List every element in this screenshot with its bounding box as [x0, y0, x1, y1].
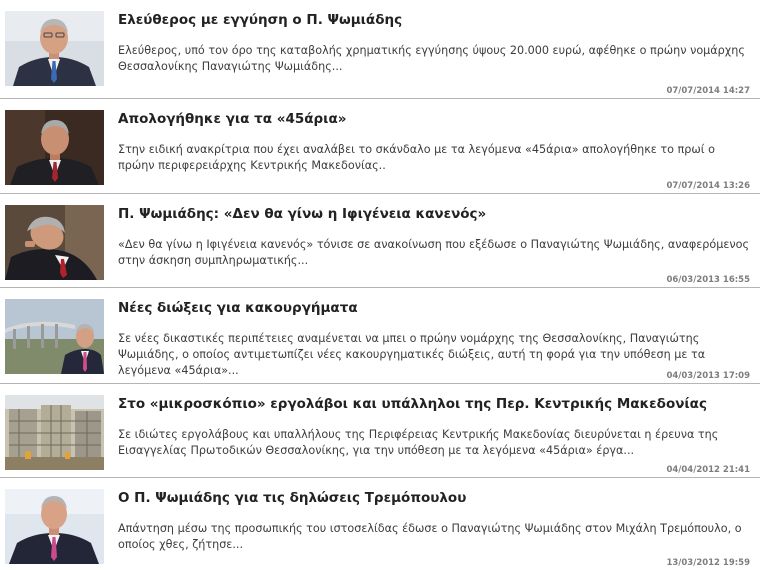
article-summary: Απάντηση μέσω της προσωπικής του ιστοσελίδας έδωσε ο Παναγιώτης Ψωμιάδης στον Μιχάλη Τρεμόπουλο, ο οποίος χθες, ζήτησε... — [118, 522, 742, 551]
article-summary: Σε νέες δικαστικές περιπέτειες αναμένεται να μπει ο πρώην νομάρχης της Θεσσαλονίκης, Παναγιώτης Ψωμιάδης, ο οποίος αντιμετωπίζει νέες κακουργηματικές διώξεις, αυτή τη φορά για την υπόθεση με τα λεγόμενα «45άρια»... — [118, 332, 706, 377]
article-title[interactable]: Απολογήθηκε για τα «45άρια» — [118, 111, 347, 127]
article-date: 07/07/2014 14:27 — [666, 86, 750, 96]
article-summary: Στην ειδική ανακρίτρια που έχει αναλάβει το σκάνδαλο με τα λεγόμενα «45άρια» απολογήθηκε το πρωί ο πρώην περιφερειάρχης Κεντρικής Μακεδονίας.. — [118, 143, 715, 172]
article-date: 04/03/2013 17:09 — [666, 371, 750, 381]
article-date: 07/07/2014 13:26 — [666, 181, 750, 191]
portrait-photo-icon — [5, 489, 104, 564]
article-item — [0, 478, 760, 570]
article-date: 06/03/2013 16:55 — [666, 275, 750, 285]
article-item — [0, 0, 760, 99]
article-item — [0, 288, 760, 384]
article-item — [0, 99, 760, 194]
article-date: 13/03/2012 19:59 — [666, 558, 750, 568]
portrait-photo-icon — [5, 110, 104, 185]
article-title[interactable]: Ο Π. Ψωμιάδης για τις δηλώσεις Τρεμόπουλου — [118, 490, 467, 506]
article-thumbnail[interactable] — [5, 205, 104, 280]
article-thumbnail[interactable] — [5, 489, 104, 564]
construction-photo-icon — [5, 395, 104, 470]
portrait-photo-icon — [5, 205, 104, 280]
article-thumbnail[interactable] — [5, 11, 104, 86]
article-title[interactable]: Ελεύθερος με εγγύηση ο Π. Ψωμιάδης — [118, 12, 403, 28]
article-thumbnail[interactable] — [5, 395, 104, 470]
bridge-photo-icon — [5, 299, 104, 374]
article-thumbnail[interactable] — [5, 110, 104, 185]
article-summary: Σε ιδιώτες εργολάβους και υπαλλήλους της Περιφέρειας Κεντρικής Μακεδονίας διευρύνεται η έρευνα της Εισαγγελίας Πρωτοδικών Θεσσαλονίκης, για την υπόθεση με τα λεγόμενα «45άρια» έργα... — [118, 428, 719, 457]
article-title[interactable]: Στο «μικροσκόπιο» εργολάβοι και υπάλληλοι της Περ. Κεντρικής Μακεδονίας — [118, 396, 707, 412]
article-title[interactable]: Π. Ψωμιάδης: «Δεν θα γίνω η Ιφιγένεια κανενός» — [118, 206, 487, 222]
article-summary: Ελεύθερος, υπό τον όρο της καταβολής χρηματικής εγγύησης ύψους 20.000 ευρώ, αφέθηκε ο πρώην νομάρχης Θεσσαλονίκης Παναγιώτης Ψωμιάδης... — [118, 44, 745, 73]
article-item — [0, 194, 760, 288]
portrait-photo-icon — [5, 11, 104, 86]
article-item — [0, 384, 760, 478]
article-title[interactable]: Νέες διώξεις για κακουργήματα — [118, 300, 358, 316]
article-date: 04/04/2012 21:41 — [666, 465, 750, 475]
article-thumbnail[interactable] — [5, 299, 104, 374]
article-summary: «Δεν θα γίνω η Ιφιγένεια κανενός» τόνισε σε ανακοίνωση που εξέδωσε ο Παναγιώτης Ψωμιάδης, αναφερόμενος στην άσκηση συμπληρωματικής... — [118, 238, 750, 267]
